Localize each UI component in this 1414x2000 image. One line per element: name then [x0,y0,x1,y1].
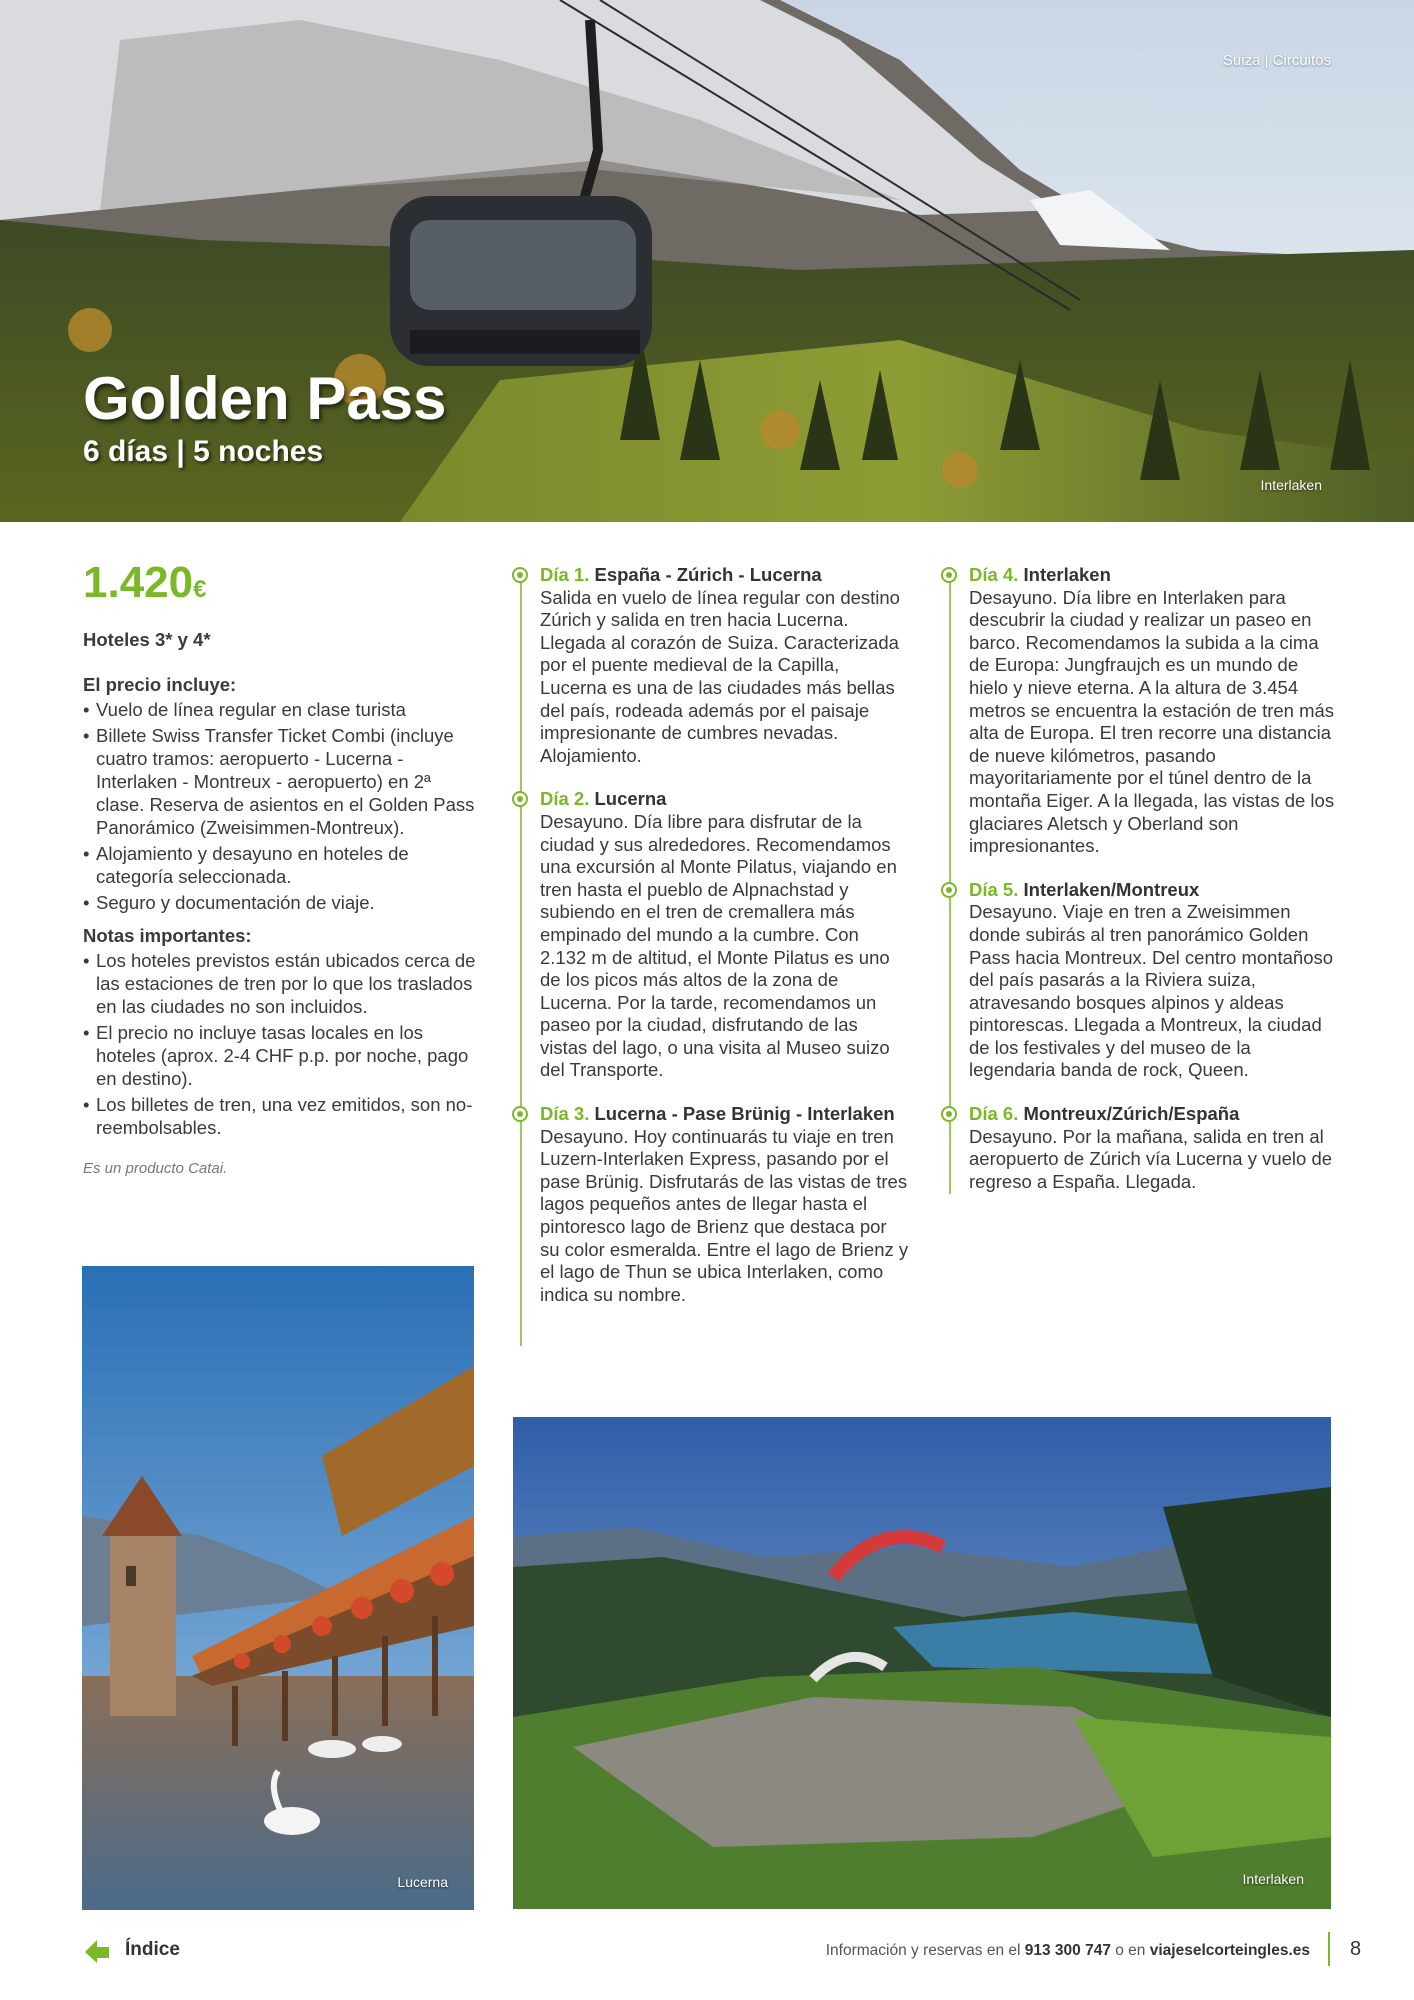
day-heading [540,1103,910,1126]
day-heading [969,879,1339,902]
lucerna-image [82,1266,474,1910]
list-item: • Alojamiento y desayuno en hoteles de categoría seleccionada. [83,842,483,888]
includes-list [83,698,483,914]
itinerary-day-4 [939,564,1339,858]
day-place: España - Zúrich - Lucerna [594,564,822,585]
itinerary-day-6 [939,1103,1339,1193]
hotels-category: Hoteles 3* y 4* [83,629,211,650]
includes-title: El precio incluye: [83,674,237,695]
footer-divider [1328,1932,1330,1966]
index-link[interactable] [83,1936,180,1964]
day-description: Desayuno. Día libre para disfrutar de la ciudad y sus alrededores. Recomendamos una excursión al Monte Pilatus, viajando en tren hasta el pueblo de Alpnachstad y subiendo en el tren de cremallera más empinado del mundo a la cumbre. Con 2.132 m de altitud, el Monte Pilatus es uno de los picos más altos de la zona de Lucerna. Por la tarde, recomendamos un paseo por la ciudad, disfrutando de las vistas del lago, o una visita al Museo suizo del Transporte. [540,810,897,1081]
breadcrumb: Suiza | Circuitos [1222,52,1331,69]
trip-summary [83,628,483,1180]
itinerary-day-5 [939,879,1339,1082]
timeline-marker-icon [941,567,957,583]
day-number: Día 6. [969,1103,1019,1125]
list-item: • El precio no incluye tasas locales en los hoteles (aprox. 2-4 CHF p.p. por noche, pago en destino). [83,1021,483,1090]
lucerna-caption: Lucerna [397,1874,448,1890]
page-title: Golden Pass [83,365,447,432]
itinerary-column-1 [510,564,910,1346]
day-place: Lucerna - Pase Brünig - Interlaken [594,1103,895,1125]
itinerary-day-1 [510,564,910,767]
day-number: Día 3. [540,1103,590,1125]
day-description: Salida en vuelo de línea regular con destino Zúrich y salida en tren hacia Lucerna. Llegada al corazón de Suiza. Caracterizada por el puente medieval de la Capilla, Lucerna es una de las ciudades más bellas del país, rodeada además por el paisaje impresionante de cumbres nevadas. Alojamiento. [540,586,900,766]
info-mid: o en [1110,1942,1150,1959]
list-item: • Vuelo de línea regular en clase turista [83,698,483,721]
day-place: Interlaken [1023,564,1111,585]
day-heading [969,564,1339,587]
itinerary-day-3 [510,1103,910,1306]
price [83,558,206,615]
day-place: Lucerna [594,788,667,810]
day-number: Día 2. [540,788,590,810]
timeline-marker-icon [512,791,528,807]
day-heading [540,564,910,587]
phone-number[interactable]: 913 300 747 [1024,1942,1111,1959]
timeline-marker-icon [512,1106,528,1122]
day-place: Interlaken/Montreux [1023,878,1200,900]
day-description: Desayuno. Viaje en tren a Zweisimmen donde subirás al tren panorámico Golden Pass hacia Montreux. Del centro montañoso del país pasarás a la Riviera suiza, atravesando bosques alpinos y aldeas pintorescas. Llegada a Montreux, la ciudad de los festivales y del museo de la legendaria banda de rock, Queen. [969,901,1334,1081]
price-amount: 1.420 [83,558,194,607]
interlaken-image [513,1417,1331,1909]
product-note: Es un producto Catai. [83,1160,228,1177]
info-prefix: Información y reservas en el [825,1942,1025,1959]
notes-list [83,949,483,1139]
interlaken-caption: Interlaken [1242,1871,1304,1887]
list-item: • Los billetes de tren, una vez emitidos, son no-reembolsables. [83,1093,483,1139]
day-place: Montreux/Zúrich/España [1023,1103,1240,1125]
day-description: Desayuno. Día libre en Interlaken para descubrir la ciudad y realizar un paseo en barco. Recomendamos la subida a la cima de Europa: Jungfraujch es un mundo de hielo y nieve eterna. A la altura de 3.454 metros se encuentra la estación de tren más alta de Europa. El tren recorre una distancia de nueve kilómetros, pasando mayoritariamente por el túnel dentro de la montaña Eiger. A la llegada, las vistas de los glaciares Aletsch y Oberland son impresionantes. [969,586,1335,857]
footer-info [826,1942,1310,1960]
price-currency: € [193,576,207,603]
notes-title: Notas importantes: [83,925,252,946]
lucerna-photo [82,1266,474,1910]
day-number: Día 4. [969,564,1019,585]
hero-photo-caption: Interlaken [1260,477,1322,493]
itinerary-column-2 [939,564,1339,1194]
timeline-marker-icon [512,567,528,583]
hero-banner [0,0,1414,522]
day-description: Desayuno. Por la mañana, salida en tren al aeropuerto de Zúrich vía Lucerna y vuelo de regreso a España. Llegada. [969,1125,1333,1192]
page-subtitle: 6 días | 5 noches [83,435,324,468]
timeline-marker-icon [941,882,957,898]
back-arrow-icon [83,1936,113,1964]
list-item: • Billete Swiss Transfer Ticket Combi (incluye cuatro tramos: aeropuerto - Lucerna - Interlaken - Montreux - aeropuerto) en 2ª clase. Reserva de asientos en el Golden Pass Panorámico (Zweisimmen-Montreux). [83,724,483,839]
list-item: • Seguro y documentación de viaje. [83,891,483,914]
list-item: • Los hoteles previstos están ubicados cerca de las estaciones de tren por lo que los traslados en las ciudades no son incluidos. [83,949,483,1018]
website-link[interactable]: viajeselcorteingles.es [1149,1942,1310,1959]
interlaken-photo [513,1417,1331,1909]
day-number: Día 5. [969,878,1019,900]
index-label: Índice [125,1939,180,1960]
page-number: 8 [1350,1938,1362,1960]
day-heading [540,788,910,811]
day-number: Día 1. [540,564,590,585]
timeline-marker-icon [941,1106,957,1122]
day-description: Desayuno. Hoy continuarás tu viaje en tren Luzern-Interlaken Express, pasando por el pase Brünig. Disfrutarás de las vistas de tres lagos pequeños antes de llegar hasta el pintoresco lago de Brienz que destaca por su color esmeralda. Entre el lago de Brienz y el lago de Thun se ubica Interlaken, como indica su nombre. [540,1125,909,1305]
day-heading [969,1103,1339,1126]
itinerary-day-2 [510,788,910,1082]
